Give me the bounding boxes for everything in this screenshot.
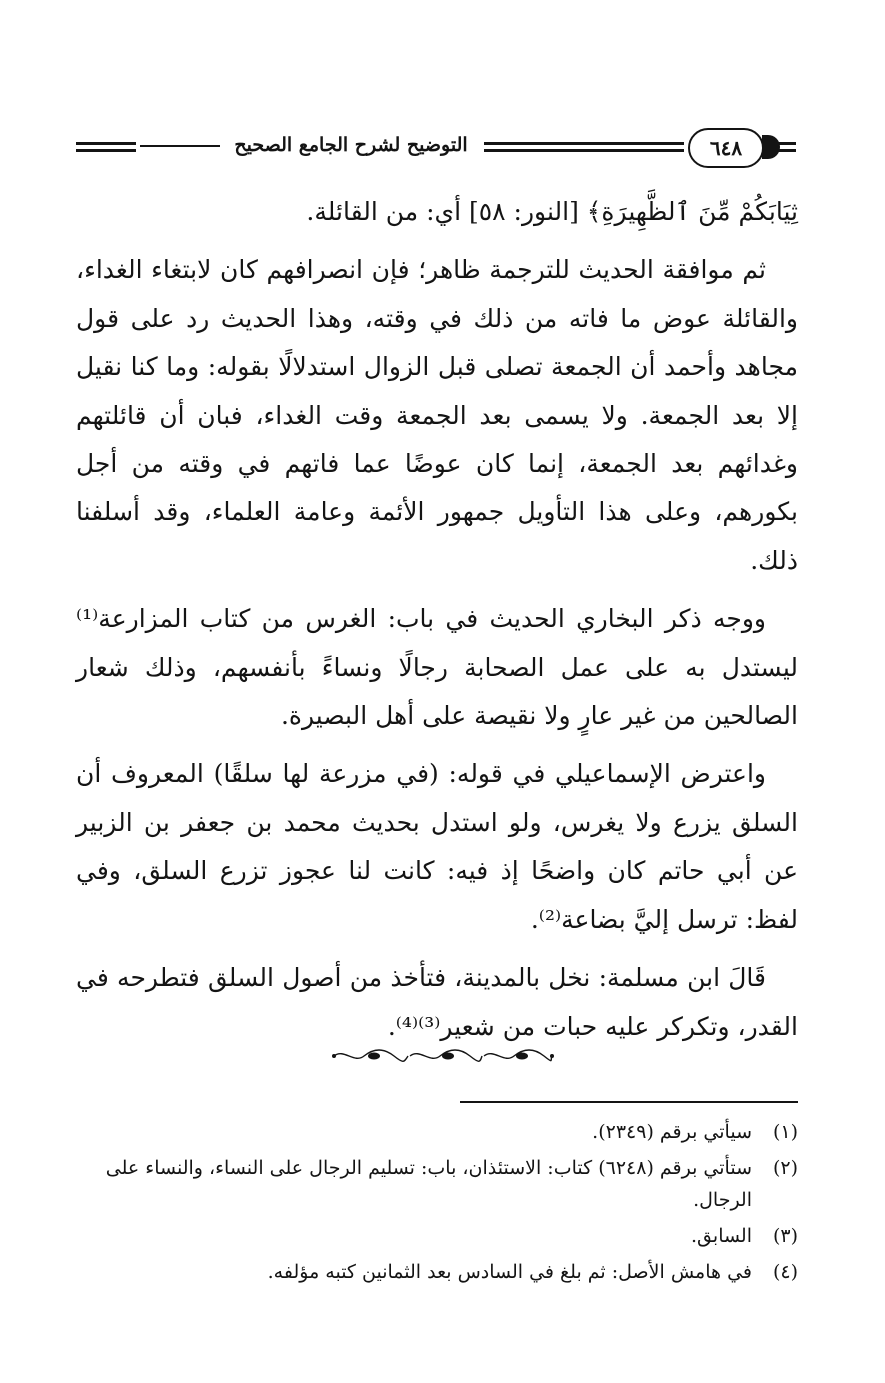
header-rule-far-right-bottom: [776, 149, 796, 152]
page-header: [76, 126, 796, 178]
header-rule-right-top: [484, 142, 684, 145]
paragraph-quran-continuation: ثِيَابَكُمْ مِّنَ ٱلظَّهِيرَةِ﴾ [النور: ٥٨] أي: من القائلة.: [306, 197, 798, 226]
footnote-number: (٤): [772, 1261, 798, 1283]
paragraph-4: قَالَ ابن مسلمة: نخل بالمدينة، فتأخذ من أصول السلق فتطرحه في القدر، وتكركر عليه حبات من شعير⁽³⁾⁽⁴⁾.: [76, 963, 798, 1041]
footnote-number: (١): [772, 1121, 798, 1143]
main-text: [76, 188, 798, 1061]
footnote-number: (٣): [772, 1225, 798, 1247]
running-title: التوضيح لشرح الجامع الصحيح: [234, 134, 468, 156]
footnote-1: [76, 1116, 798, 1148]
paragraph-3: واعترض الإسماعيلي في قوله: (في مزرعة لها سلقًا) المعروف أن السلق يزرع ولا يغرس، ولو استدل بحديث محمد بن جعفر بن الزبير عن أبي حاتم كان واضحًا إذ فيه: كانت لنا عجوز تزرع السلق، وفي لفظ: ترسل إليَّ بضاعة⁽²⁾.: [76, 759, 798, 934]
header-rule-right-bottom: [484, 149, 684, 152]
header-rule-far-right-top: [776, 142, 796, 145]
footnote-4: [76, 1256, 798, 1288]
footnote-separator: [460, 1101, 798, 1103]
footnote-2: [76, 1152, 798, 1216]
footnote-number: (٢): [772, 1157, 798, 1179]
footnote-text: ستأتي برقم (٦٢٤٨) كتاب: الاستئذان، باب: تسليم الرجال على النساء، والنساء على الرجال.: [105, 1157, 752, 1211]
paragraph-2: ووجه ذكر البخاري الحديث في باب: الغرس من كتاب المزارعة⁽¹⁾ ليستدل به على عمل الصحابة رجالًا ونساءً بأنفسهم، وذلك شعار الصالحين من غير عارٍ ولا نقيصة على أهل البصيرة.: [76, 604, 798, 731]
header-rule-left-mid: [140, 145, 220, 147]
footnote-3: [76, 1220, 798, 1252]
footnotes: [76, 1116, 798, 1292]
header-rule-left-top: [76, 142, 136, 145]
header-rule-left-bottom: [76, 149, 136, 152]
footnote-text: سيأتي برقم (٢٣٤٩).: [592, 1121, 752, 1143]
footnote-text: السابق.: [691, 1225, 752, 1247]
paragraph-1: ثم موافقة الحديث للترجمة ظاهر؛ فإن انصرافهم كان لابتغاء الغداء، والقائلة عوض ما فاته من ذلك في وقته، وهذا الحديث رد على قول مجاهد وأحمد أن الجمعة تصلى قبل الزوال استدلالًا بقوله: وما كنا نقيل إلا بعد الجمعة. ولا يسمى بعد الجمعة وقت الغداء، فبان أن قائلتهم وغدائهم بعد الجمعة، إنما كان عوضًا عما فاتهم في وقته من أجل بكورهم، وعلى هذا التأويل جمهور الأئمة وعامة العلماء، وقد أسلفنا ذلك.: [76, 255, 798, 575]
footnote-text: في هامش الأصل: ثم بلغ في السادس بعد الثمانين كتبه مؤلفه.: [267, 1261, 752, 1283]
floral-divider-ornament: [330, 1046, 556, 1066]
page-number-tab: [762, 135, 780, 159]
page-number: ٦٤٨: [688, 128, 764, 168]
